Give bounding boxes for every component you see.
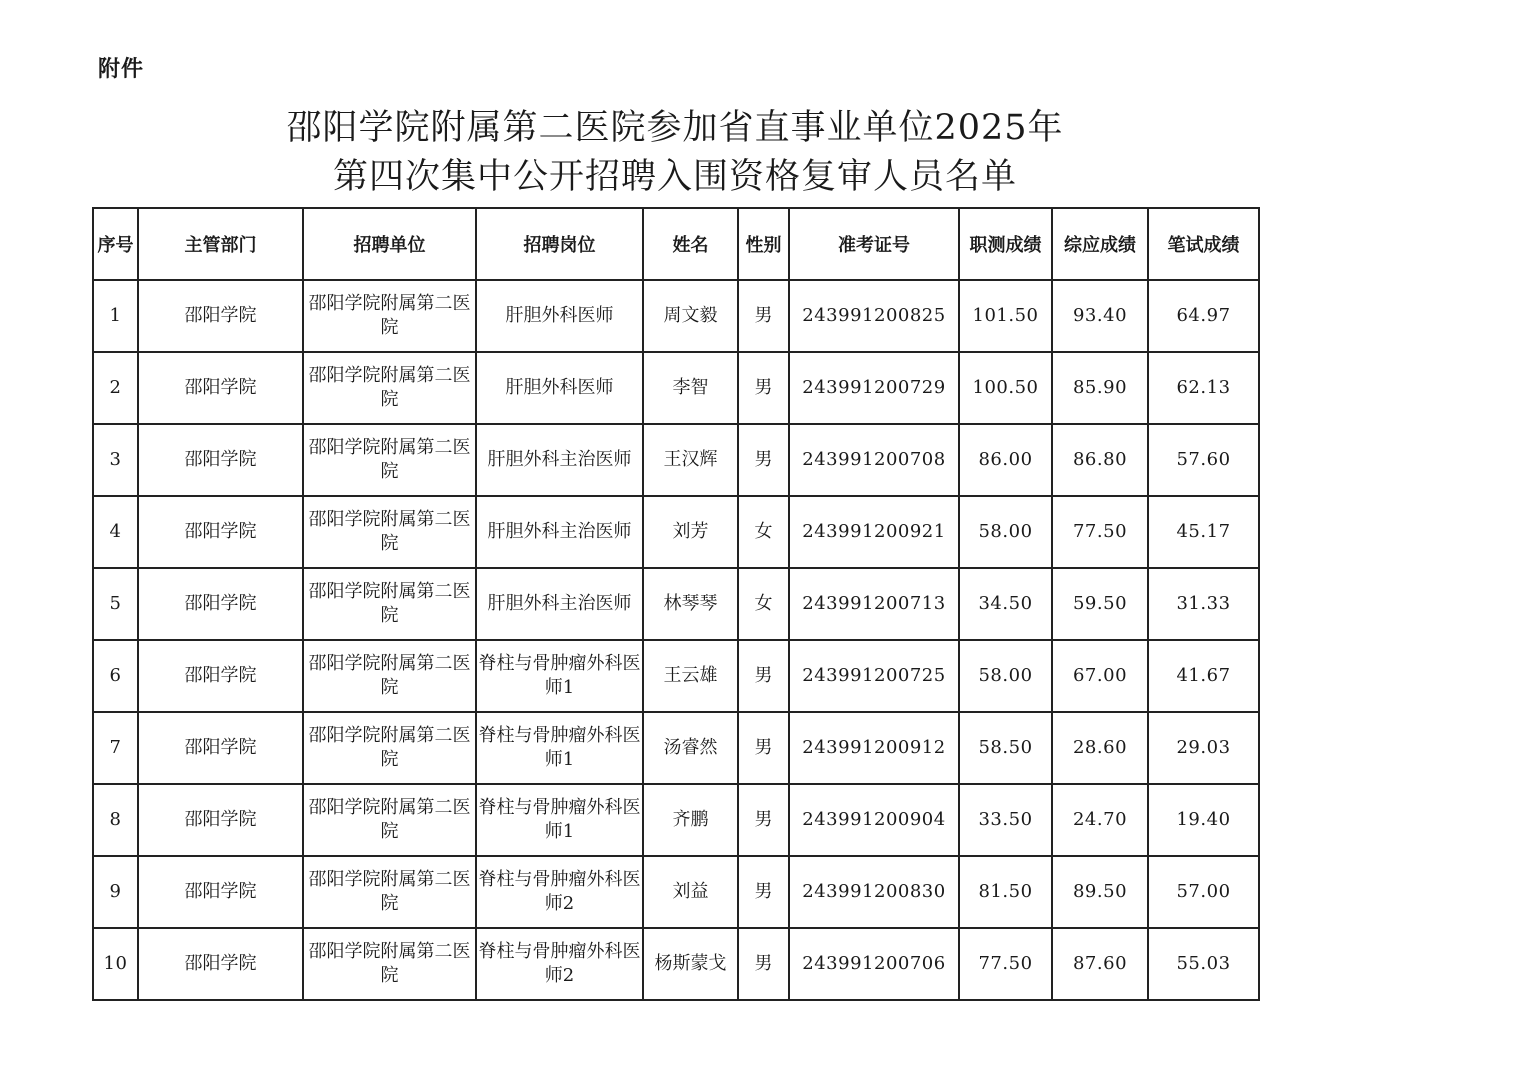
cell-exam-id: 243991200729 (789, 352, 959, 424)
cell-written: 57.60 (1148, 424, 1259, 496)
cell-post: 脊柱与骨肿瘤外科医师1 (476, 712, 643, 784)
cell-written: 62.13 (1148, 352, 1259, 424)
header-name: 姓名 (643, 208, 738, 280)
cell-post: 脊柱与骨肿瘤外科医师2 (476, 856, 643, 928)
cell-post: 脊柱与骨肿瘤外科医师2 (476, 928, 643, 1000)
cell-gender: 男 (738, 424, 789, 496)
cell-gender: 男 (738, 712, 789, 784)
cell-exam-id: 243991200825 (789, 280, 959, 352)
cell-aptitude: 86.00 (959, 424, 1052, 496)
cell-exam-id: 243991200904 (789, 784, 959, 856)
table-row (93, 928, 1259, 1000)
table-row (93, 424, 1259, 496)
cell-aptitude: 101.50 (959, 280, 1052, 352)
table-row (93, 712, 1259, 784)
cell-dept: 邵阳学院 (138, 568, 303, 640)
header-gender: 性别 (738, 208, 789, 280)
cell-comprehensive: 87.60 (1052, 928, 1148, 1000)
cell-seq: 5 (93, 568, 138, 640)
cell-comprehensive: 59.50 (1052, 568, 1148, 640)
title-line-1: 邵阳学院附属第二医院参加省直事业单位2025年 (286, 108, 1064, 148)
table-row (93, 856, 1259, 928)
cell-gender: 男 (738, 856, 789, 928)
cell-gender: 男 (738, 280, 789, 352)
cell-seq: 2 (93, 352, 138, 424)
cell-dept: 邵阳学院 (138, 424, 303, 496)
cell-seq: 1 (93, 280, 138, 352)
cell-exam-id: 243991200912 (789, 712, 959, 784)
cell-name: 王汉辉 (643, 424, 738, 496)
cell-name: 汤睿然 (643, 712, 738, 784)
cell-aptitude: 81.50 (959, 856, 1052, 928)
cell-comprehensive: 77.50 (1052, 496, 1148, 568)
cell-dept: 邵阳学院 (138, 928, 303, 1000)
cell-gender: 女 (738, 496, 789, 568)
cell-comprehensive: 67.00 (1052, 640, 1148, 712)
cell-comprehensive: 89.50 (1052, 856, 1148, 928)
cell-exam-id: 243991200706 (789, 928, 959, 1000)
cell-aptitude: 58.00 (959, 640, 1052, 712)
cell-dept: 邵阳学院 (138, 280, 303, 352)
document-title (0, 104, 1350, 202)
cell-gender: 男 (738, 928, 789, 1000)
table-header-row (93, 208, 1259, 280)
cell-unit: 邵阳学院附属第二医院 (303, 352, 476, 424)
cell-exam-id: 243991200830 (789, 856, 959, 928)
cell-seq: 10 (93, 928, 138, 1000)
cell-dept: 邵阳学院 (138, 352, 303, 424)
cell-comprehensive: 85.90 (1052, 352, 1148, 424)
cell-gender: 男 (738, 352, 789, 424)
cell-gender: 男 (738, 640, 789, 712)
cell-exam-id: 243991200725 (789, 640, 959, 712)
cell-unit: 邵阳学院附属第二医院 (303, 712, 476, 784)
cell-written: 29.03 (1148, 712, 1259, 784)
cell-name: 周文毅 (643, 280, 738, 352)
header-post: 招聘岗位 (476, 208, 643, 280)
cell-post: 肝胆外科主治医师 (476, 568, 643, 640)
cell-unit: 邵阳学院附属第二医院 (303, 928, 476, 1000)
cell-written: 41.67 (1148, 640, 1259, 712)
cell-aptitude: 77.50 (959, 928, 1052, 1000)
cell-comprehensive: 86.80 (1052, 424, 1148, 496)
cell-written: 55.03 (1148, 928, 1259, 1000)
cell-dept: 邵阳学院 (138, 496, 303, 568)
cell-unit: 邵阳学院附属第二医院 (303, 280, 476, 352)
cell-post: 脊柱与骨肿瘤外科医师1 (476, 640, 643, 712)
cell-dept: 邵阳学院 (138, 712, 303, 784)
cell-aptitude: 34.50 (959, 568, 1052, 640)
table-row (93, 280, 1259, 352)
cell-name: 李智 (643, 352, 738, 424)
cell-post: 肝胆外科主治医师 (476, 496, 643, 568)
cell-dept: 邵阳学院 (138, 784, 303, 856)
cell-name: 杨斯蒙戈 (643, 928, 738, 1000)
cell-seq: 7 (93, 712, 138, 784)
cell-comprehensive: 28.60 (1052, 712, 1148, 784)
cell-comprehensive: 93.40 (1052, 280, 1148, 352)
header-comprehensive: 综应成绩 (1052, 208, 1148, 280)
cell-name: 王云雄 (643, 640, 738, 712)
cell-name: 刘益 (643, 856, 738, 928)
cell-aptitude: 33.50 (959, 784, 1052, 856)
cell-seq: 3 (93, 424, 138, 496)
title-line-2: 第四次集中公开招聘入围资格复审人员名单 (332, 157, 1017, 197)
cell-dept: 邵阳学院 (138, 856, 303, 928)
table-row (93, 568, 1259, 640)
cell-written: 57.00 (1148, 856, 1259, 928)
cell-name: 齐鹏 (643, 784, 738, 856)
cell-post: 肝胆外科医师 (476, 352, 643, 424)
cell-comprehensive: 24.70 (1052, 784, 1148, 856)
cell-dept: 邵阳学院 (138, 640, 303, 712)
table-row (93, 784, 1259, 856)
header-exam-id: 准考证号 (789, 208, 959, 280)
table-row (93, 352, 1259, 424)
header-unit: 招聘单位 (303, 208, 476, 280)
cell-seq: 4 (93, 496, 138, 568)
header-aptitude: 职测成绩 (959, 208, 1052, 280)
cell-written: 45.17 (1148, 496, 1259, 568)
header-seq: 序号 (93, 208, 138, 280)
cell-aptitude: 58.00 (959, 496, 1052, 568)
cell-exam-id: 243991200921 (789, 496, 959, 568)
cell-post: 肝胆外科医师 (476, 280, 643, 352)
cell-seq: 6 (93, 640, 138, 712)
cell-unit: 邵阳学院附属第二医院 (303, 424, 476, 496)
cell-unit: 邵阳学院附属第二医院 (303, 568, 476, 640)
cell-post: 脊柱与骨肿瘤外科医师1 (476, 784, 643, 856)
cell-written: 31.33 (1148, 568, 1259, 640)
cell-aptitude: 58.50 (959, 712, 1052, 784)
cell-unit: 邵阳学院附属第二医院 (303, 496, 476, 568)
attachment-label: 附件 (98, 57, 145, 82)
cell-unit: 邵阳学院附属第二医院 (303, 856, 476, 928)
header-written: 笔试成绩 (1148, 208, 1259, 280)
table-row (93, 640, 1259, 712)
table-row (93, 496, 1259, 568)
cell-written: 64.97 (1148, 280, 1259, 352)
cell-gender: 男 (738, 784, 789, 856)
cell-name: 刘芳 (643, 496, 738, 568)
cell-exam-id: 243991200713 (789, 568, 959, 640)
header-dept: 主管部门 (138, 208, 303, 280)
cell-unit: 邵阳学院附属第二医院 (303, 640, 476, 712)
candidate-table (92, 207, 1260, 1001)
cell-seq: 8 (93, 784, 138, 856)
cell-gender: 女 (738, 568, 789, 640)
cell-written: 19.40 (1148, 784, 1259, 856)
cell-exam-id: 243991200708 (789, 424, 959, 496)
cell-unit: 邵阳学院附属第二医院 (303, 784, 476, 856)
table-body (93, 280, 1259, 1000)
cell-aptitude: 100.50 (959, 352, 1052, 424)
cell-seq: 9 (93, 856, 138, 928)
cell-name: 林琴琴 (643, 568, 738, 640)
cell-post: 肝胆外科主治医师 (476, 424, 643, 496)
